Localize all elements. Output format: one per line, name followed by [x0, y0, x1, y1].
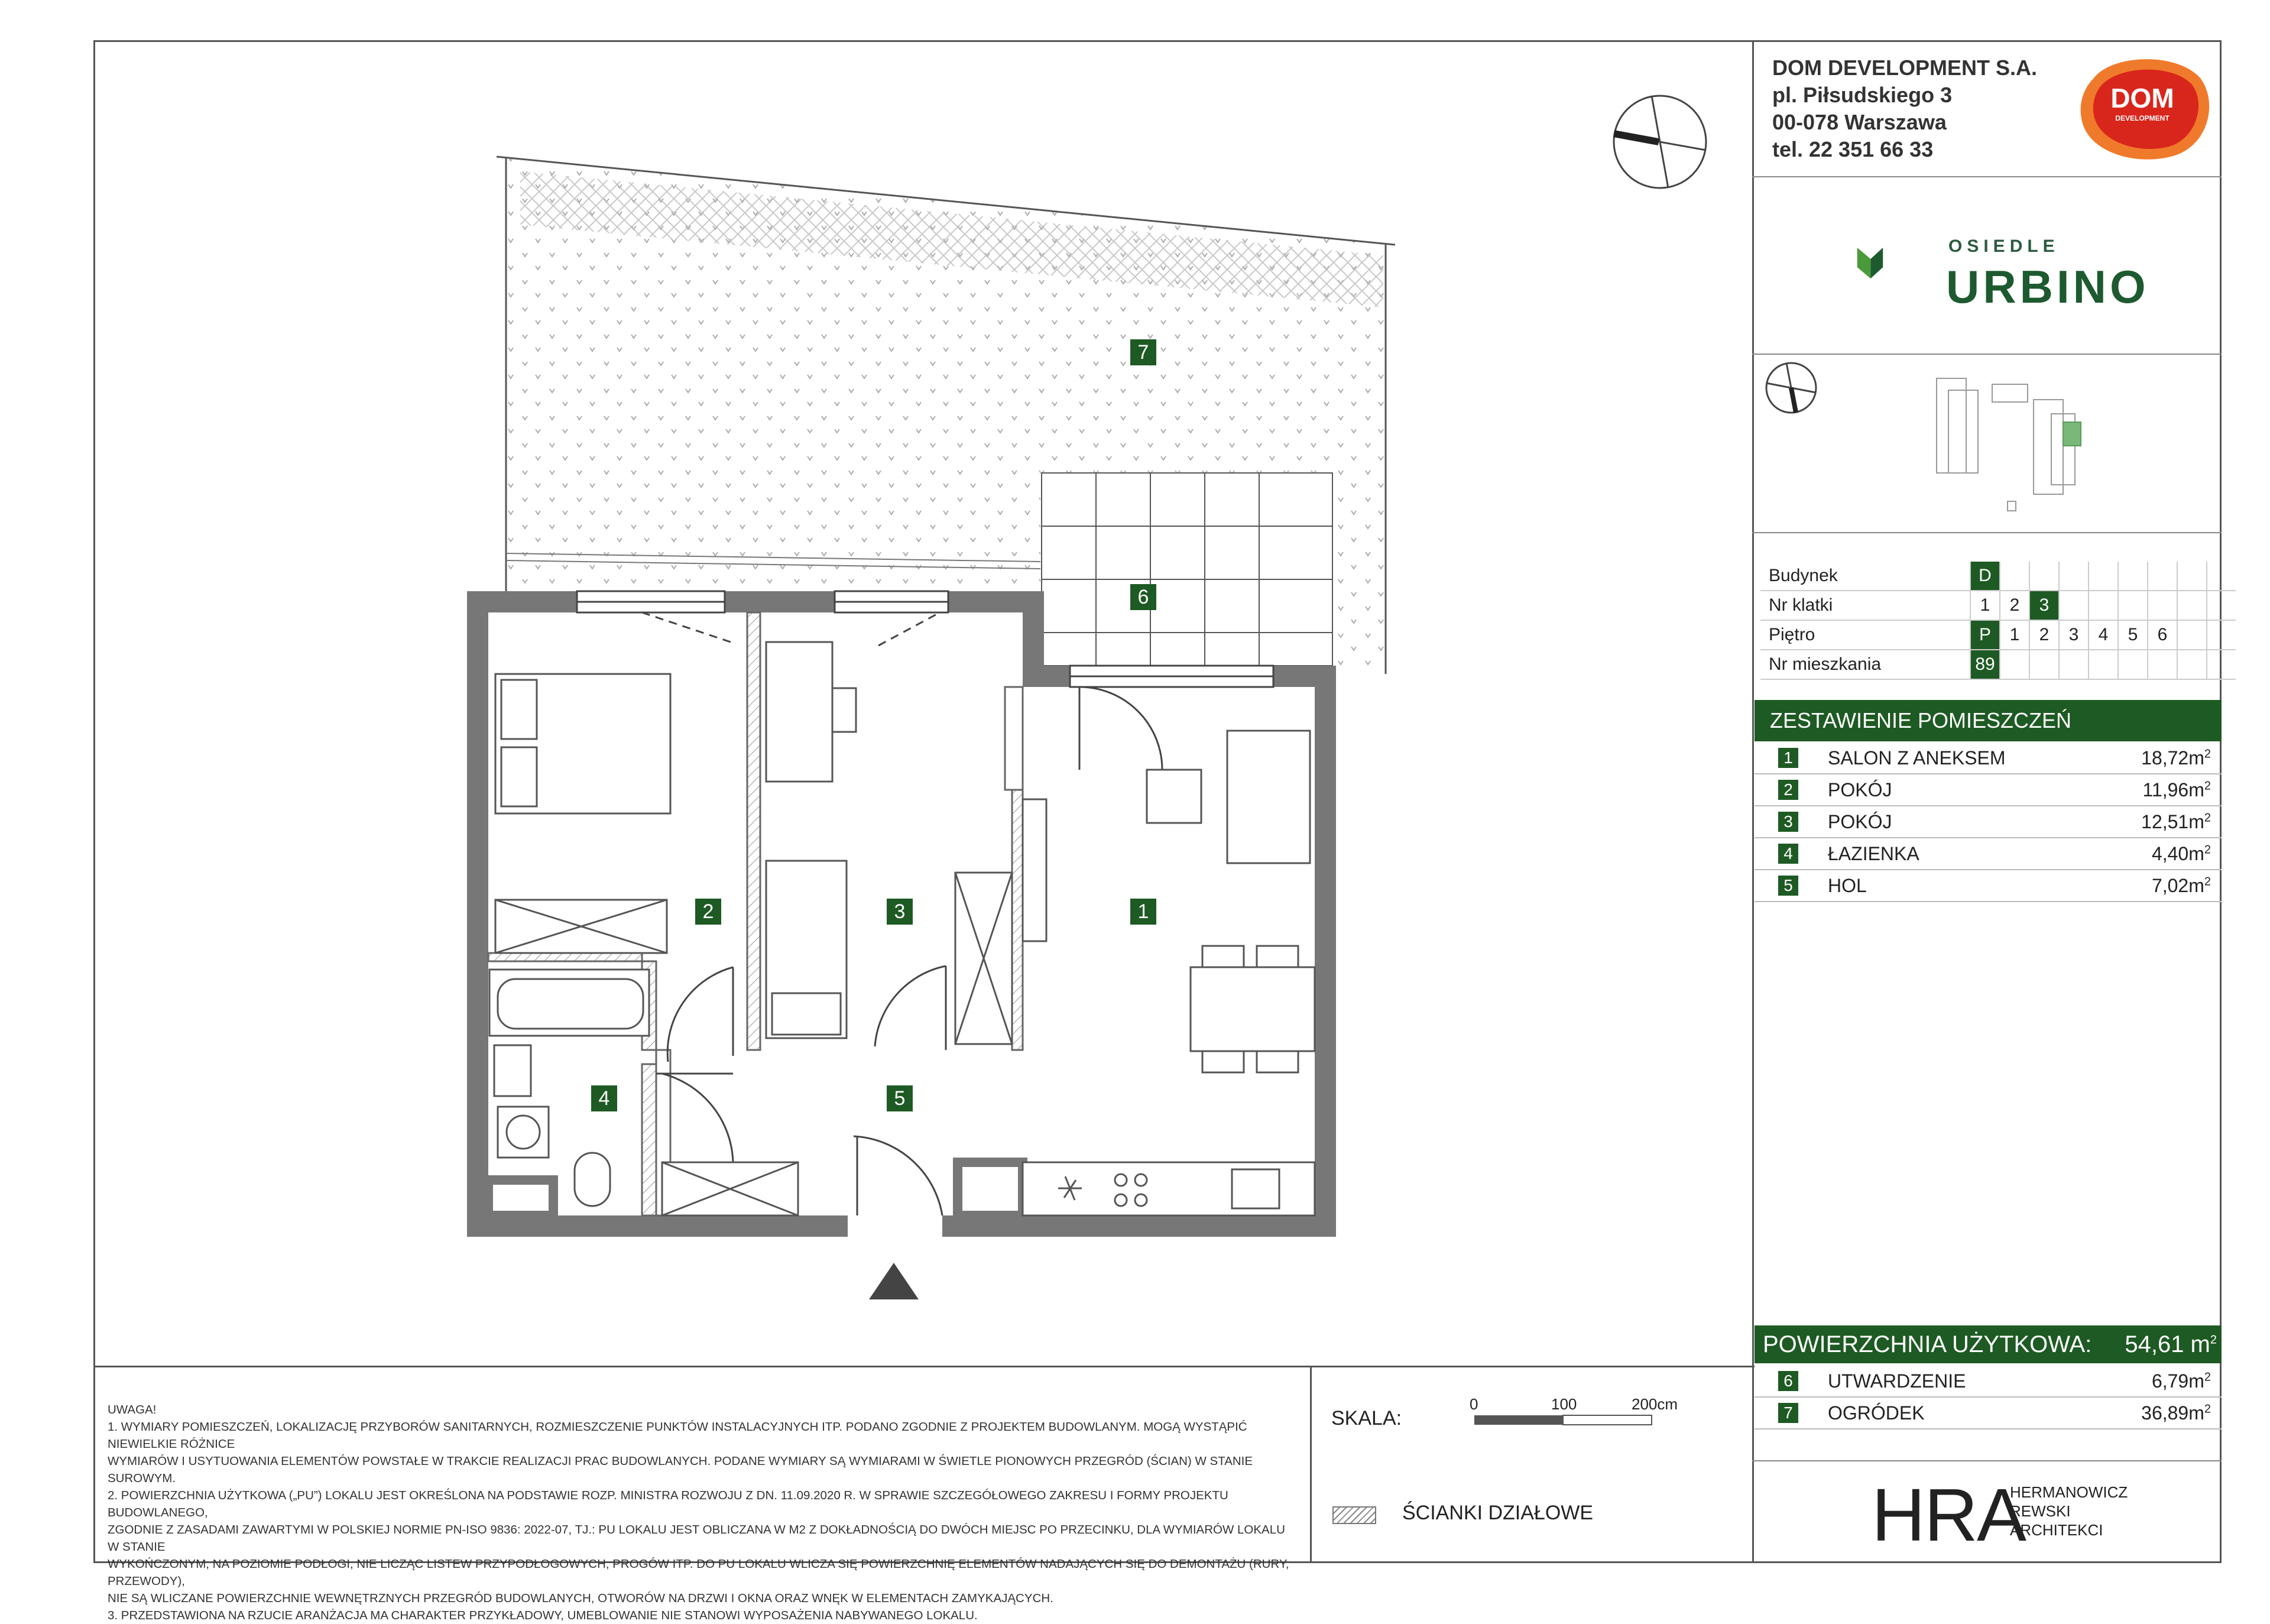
dom-logo-text: DOM [2110, 83, 2174, 114]
cell [2029, 562, 2059, 591]
room-number: 3 [1778, 812, 1798, 832]
cell [2148, 562, 2177, 591]
unit-sup: 2 [2204, 1370, 2211, 1384]
scale-tick: 0 [1470, 1395, 1478, 1413]
row-nr-mieszkania [1760, 650, 2236, 679]
keyplan-compass-icon [1766, 363, 1816, 413]
cell [2000, 562, 2029, 591]
project-name: URBINO [1946, 261, 2149, 313]
room-name: OGRÓDEK [1828, 1402, 1925, 1424]
room-row [1755, 870, 2222, 902]
unit-sup: 2 [2204, 779, 2211, 793]
room-area [2141, 743, 2211, 773]
note-line: 2. POWIERZCHNIA UŻYTKOWA („PU”) LOKALU JEST OKREŚLONA NA PODSTAWIE ROZP. MINISTRA ROZWOJU Z DN. 11.09.2020 R. W SPRAWIE SZCZEGÓŁOWEGO ZAKRESU I FORMY PROJEKTU BUDOWLANEGO, [108, 1489, 1228, 1519]
architect-line-1: HERMANOWICZ [2010, 1483, 2128, 1501]
cell [2118, 650, 2148, 679]
architect-logo: HRA [1872, 1473, 2026, 1557]
room-number: 5 [1778, 876, 1798, 896]
rooms-heading: ZESTAWIENIE POMIESZCZEŃ [1755, 700, 2222, 741]
room-row [1755, 1366, 2222, 1398]
cell [2207, 620, 2236, 650]
plan-label-room-5: 5 [887, 1085, 913, 1111]
cell [2148, 591, 2177, 620]
cell [2059, 591, 2089, 620]
cell: P [1970, 620, 2000, 650]
cell [2118, 591, 2148, 620]
room-area [2152, 838, 2211, 869]
cell: 2 [2000, 591, 2029, 620]
room-number: 2 [1778, 780, 1798, 800]
partition-legend-swatch [1332, 1506, 1376, 1524]
cell: D [1970, 562, 2000, 591]
architect-line-3: ARCHITEKCI [2010, 1521, 2103, 1539]
cell [2207, 650, 2236, 679]
room-area-value: 11,96m [2142, 779, 2204, 800]
room-area-value: 7,02m [2151, 875, 2204, 896]
room-area [2141, 1398, 2211, 1428]
room-name: UTWARDZENIE [1828, 1370, 1966, 1392]
cell [2059, 650, 2089, 679]
disclaimer-notes [108, 1401, 1296, 1624]
cell: 5 [2118, 620, 2148, 650]
cell [2177, 650, 2207, 679]
room-area [2152, 1366, 2211, 1396]
room-area [2143, 774, 2211, 805]
unit-sup: 2 [2204, 1402, 2211, 1416]
label-nr-mieszkania: Nr mieszkania [1760, 650, 1970, 679]
note-line: WYMIARÓW I USYTUOWANIA ELEMENTÓW POWSTAŁE W TRAKCIE REALIZACJI PRAC BUDOWLANYCH. PODANE WYMIARY SĄ WYMIARAMI W ŚWIETLE PIONOWYCH PRZEGRÓD (ŚCIAN) W STANIE SUROWYM. [108, 1454, 1253, 1485]
cell [2207, 562, 2236, 591]
cell: 2 [2029, 620, 2059, 650]
note-line: NIE SĄ WLICZANE POWIERZCHNIE WEWNĘTRZNYCH PRZEGRÓD BUDOWLANYCH, OTWORÓW NA DRZWI I OKNA ORAZ WNĘK W ELEMENTACH ZAMYKAJĄCYCH. [108, 1591, 1053, 1605]
room-row [1755, 774, 2222, 806]
room-row [1755, 838, 2222, 870]
plan-label-room-2: 2 [695, 899, 721, 925]
row-pietro [1760, 620, 2236, 650]
cell [2059, 562, 2089, 591]
total-area [1755, 1325, 2222, 1363]
scale-tick: 100 [1551, 1395, 1577, 1413]
room-area-value: 6,79m [2151, 1370, 2204, 1392]
room-number: 6 [1778, 1371, 1798, 1391]
plan-label-room-3: 3 [887, 899, 913, 925]
cell: 89 [1970, 650, 2000, 679]
company-address-2: 00-078 Warszawa [1772, 110, 1947, 134]
room-area [2141, 806, 2211, 837]
room-name: POKÓJ [1828, 811, 1892, 832]
architect-name [2010, 1483, 2128, 1539]
cell: 1 [2000, 620, 2029, 650]
room-area-value: 12,51m [2141, 811, 2204, 832]
building-table [1760, 562, 2236, 680]
cell [2000, 650, 2029, 679]
entrance-arrow-icon [869, 1263, 919, 1299]
unit-sup: 2 [2210, 1333, 2217, 1347]
row-budynek [1760, 562, 2236, 591]
unit-sup: 2 [2204, 747, 2211, 761]
cell: 3 [2029, 591, 2059, 620]
company-address-1: pl. Piłsudskiego 3 [1772, 83, 1953, 107]
room-name: ŁAZIENKA [1828, 843, 1919, 864]
cell [2148, 650, 2177, 679]
cell [2089, 562, 2118, 591]
cell [2089, 591, 2118, 620]
company-name: DOM DEVELOPMENT S.A. [1772, 56, 2038, 80]
rooms-list [1755, 743, 2222, 902]
plan-label-room-1: 1 [1130, 899, 1156, 925]
unit-sup: 2 [2204, 843, 2211, 857]
room-row [1755, 743, 2222, 774]
room-number: 4 [1778, 844, 1798, 864]
cell [2177, 562, 2207, 591]
total-value [2125, 1325, 2217, 1363]
cell: 4 [2089, 620, 2118, 650]
scale-tick: 200cm [1632, 1395, 1678, 1413]
project-prefix: OSIEDLE [1948, 236, 2060, 256]
furniture [489, 642, 1315, 1215]
room-name: POKÓJ [1828, 779, 1892, 800]
label-budynek: Budynek [1760, 562, 1970, 591]
room-name: HOL [1828, 875, 1867, 896]
note-line: 3. PRZEDSTAWIONA NA RZUCIE ARANŻACJA MA CHARAKTER PRZYKŁADOWY, UMEBLOWANIE NIE STANOWI WYPOSAŻENIA NABYWANEGO LOKALU. [108, 1609, 978, 1622]
note-line: WYKOŃCZONYM, NA POZIOMIE PODŁOGI, NIE LICZĄC LISTEW PRZYPODŁOGOWYCH, PROGÓW ITP. DO PU LOKALU WLICZA SIĘ POWIERZCHNIĘ ELEMENTÓW NADAJĄCYCH SIĘ DO DEMONTAŻU (RURY, PRZEWODY), [108, 1557, 1289, 1588]
cell [2177, 620, 2207, 650]
cell [2177, 591, 2207, 620]
cell [2207, 591, 2236, 620]
room-area-value: 4,40m [2151, 843, 2204, 864]
cell [2029, 650, 2059, 679]
unit-sup: 2 [2204, 811, 2211, 825]
extra-rooms-list [1755, 1366, 2222, 1429]
total-label: POWIERZCHNIA UŻYTKOWA: [1763, 1331, 2092, 1357]
room-number: 1 [1778, 748, 1798, 768]
company-phone: tel. 22 351 66 33 [1772, 137, 1934, 161]
label-pietro: Piętro [1760, 620, 1970, 650]
plan-label-room-4: 4 [591, 1085, 617, 1111]
cell: 3 [2059, 620, 2089, 650]
row-nr-klatki [1760, 591, 2236, 620]
cell [2089, 650, 2118, 679]
room-row [1755, 806, 2222, 838]
room-row [1755, 1398, 2222, 1429]
unit-sup: 2 [2204, 875, 2211, 889]
room-area-value: 36,89m [2141, 1402, 2204, 1424]
cell [2118, 562, 2148, 591]
label-nr-klatki: Nr klatki [1760, 591, 1970, 620]
total-value-number: 54,61 m [2125, 1331, 2210, 1357]
cell: 1 [1970, 591, 2000, 620]
room-number: 7 [1778, 1403, 1798, 1423]
terrace-tiles [1042, 473, 1332, 666]
plan-label-terrace: 6 [1130, 584, 1156, 610]
scale-label: SKALA: [1331, 1407, 1402, 1429]
note-line: UWAGA! [108, 1403, 157, 1416]
compass-icon [1614, 96, 1706, 188]
note-line: ZGODNIE Z ZASADAMI ZAWARTYMI W POLSKIEJ NORMIE PN-ISO 9836: 2022-07, TJ.: PU LOKALU JEST OBLICZANA W M2 Z DOKŁADNOŚCIĄ DO DWÓCH MIEJSC PO PRZECINKU, DLA WYMIARÓW LOKALU W STANIE [108, 1523, 1285, 1554]
scale-bar [1474, 1415, 1652, 1425]
room-area [2152, 870, 2211, 901]
key-plan [1937, 378, 2081, 511]
room-area-value: 18,72m [2141, 747, 2204, 769]
cell: 6 [2148, 620, 2177, 650]
note-line: 1. WYMIARY POMIESZCZEŃ, LOKALIZACJĘ PRZYBORÓW SANITARNYCH, ROZMIESZCZENIE PUNKTÓW INSTALACYJNYCH ITP. PODANO ZGODNIE Z PROJEKTEM BUDOWLANYM. MOGĄ WYSTĄPIĆ NIEWIELKIE RÓŻNICE [108, 1420, 1247, 1451]
architect-line-2: REWSKI [2010, 1502, 2071, 1520]
room-name: SALON Z ANEKSEM [1828, 747, 2006, 769]
plan-label-garden: 7 [1130, 339, 1156, 365]
dom-logo-subtext: DEVELOPMENT [2115, 114, 2170, 122]
partition-legend-label: ŚCIANKI DZIAŁOWE [1402, 1502, 1594, 1524]
